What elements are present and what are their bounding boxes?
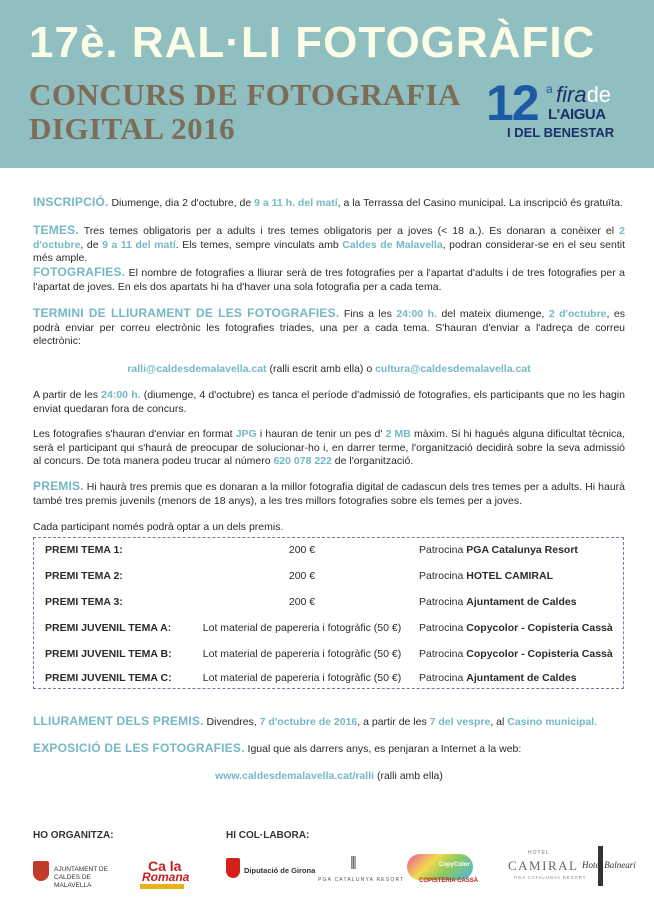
fotografies-label: FOTOGRAFIES. — [33, 265, 126, 279]
prize-name: PREMI JUVENIL TEMA A: — [45, 622, 172, 634]
fira-sup: a — [546, 82, 553, 96]
page-subtitle — [29, 78, 461, 146]
camiral-logo: HOTEL CAMIRAL PGA CATALUNYA RESORT — [508, 850, 587, 880]
prize-row — [45, 622, 615, 636]
ajuntament-shield-icon — [33, 861, 49, 881]
inscripcio-paragraph: INSCRIPCIÓ. Diumenge, dia 2 d'octubre, de 9 a 11 h. del matí, a la Terrassa del Casino municipal. La inscripció és gratuïta. — [33, 195, 623, 209]
prize-sponsor: Patrocina Copycolor - Copisteria Cassà — [419, 622, 613, 634]
cada-participant-note: Cada participant només podrà optar a un dels premis. — [33, 521, 284, 533]
prize-sponsor: Patrocina HOTEL CAMIRAL — [419, 570, 553, 582]
termini-label: TERMINI DE LLIURAMENT DE LES FOTOGRAFIES. — [33, 306, 340, 320]
prizes-table — [33, 537, 624, 689]
subtitle-line-2: DIGITAL 2016 — [29, 111, 236, 146]
fira-benestar: I DEL BENESTAR — [507, 125, 615, 140]
ca-la-romana-logo: Ca la Romana — [140, 856, 188, 890]
premis-paragraph: PREMIS. Hi haurà tres premis que es donaran a la millor fotografia digital de cadascun dels tres temes per a adults. Hi haurà també tres premis juvenils (menors de 18 anys), a les tres millors fotografies sobre els temes per a joves. — [33, 479, 625, 507]
email-ralli-link[interactable]: ralli@caldesdemalavella.cat — [127, 363, 267, 375]
web-link[interactable]: www.caldesdemalavella.cat/ralli — [215, 770, 375, 782]
copycolor-logo: CopyColor COPISTERIA CASSÀ — [405, 852, 501, 888]
premis-label: PREMIS. — [33, 479, 84, 493]
prize-row — [45, 570, 615, 584]
ajuntament-logo: AJUNTAMENT DE CALDES DE MALAVELLA — [33, 858, 123, 888]
email-cultura-link[interactable]: cultura@caldesdemalavella.cat — [375, 363, 531, 375]
format-paragraph: Les fotografies s'hauran d'enviar en format JPG i hauran de tenir un pes d' 2 MB màxim. Si hi hagués alguna dificultat tècnica, serà el participant qui s'haurà de preocupar de solucionar-ho i, en darrer terme, l'organització decidirà sobre la seva admissió al concurs. De tota manera podeu trucar al número 620 078 222 de l'organització. — [33, 428, 625, 467]
diputacio-shield-icon — [226, 858, 240, 878]
subtitle-line-1: CONCURS DE FOTOGRAFIA — [29, 77, 461, 112]
pga-mark-icon: ||| — [350, 853, 355, 869]
temes-paragraph: TEMES. Tres temes obligatoris per a adults i tres temes obligatoris per a joves (< 18 a.). Es donaran a conèixer el 2 d'octubre, de 9 a 11 del matí. Els temes, sempre vinculats amb Caldes de Malavella, podran considerar-se en el seu sentit més ample. — [33, 223, 626, 264]
organitza-label: HO ORGANITZA: — [33, 830, 114, 841]
fira-number: 12 — [486, 75, 538, 131]
prize-name: PREMI JUVENIL TEMA C: — [45, 672, 172, 684]
prize-row — [45, 672, 615, 686]
prize-row — [45, 648, 615, 662]
prize-value: 200 € — [288, 570, 316, 582]
fira-aigua-logo — [486, 75, 636, 142]
prize-name: PREMI TEMA 3: — [45, 596, 123, 608]
web-line: www.caldesdemalavella.cat/ralli (ralli amb ella) — [215, 770, 443, 782]
prize-sponsor: Patrocina PGA Catalunya Resort — [419, 544, 578, 556]
prize-value: Lot material de papereria i fotogràfic (50 €) — [202, 622, 402, 634]
prize-value: Lot material de papereria i fotogràfic (50 €) — [202, 648, 402, 660]
exposicio-label: EXPOSICIÓ DE LES FOTOGRAFIES. — [33, 741, 245, 755]
admissio-paragraph: A partir de les 24:00 h. (diumenge, 4 d'octubre) es tanca el període d'admissió de fotografies, els participants que no les hagin enviat quedaran fora de concurs. — [33, 389, 625, 415]
prize-row — [45, 544, 615, 558]
pga-logo: ||| PGA CATALUNYA RESORT — [318, 853, 405, 883]
prize-sponsor: Patrocina Copycolor - Copisteria Cassà — [419, 648, 613, 660]
emails-line: ralli@caldesdemalavella.cat (ralli escrit amb ella) o cultura@caldesdemalavella.cat — [127, 363, 531, 375]
fira-word: firade — [556, 82, 612, 107]
lliurament-label: LLIURAMENT DELS PREMIS. — [33, 714, 204, 728]
page-title: 17è. RAL·LI FOTOGRÀFIC — [29, 18, 596, 67]
termini-paragraph: TERMINI DE LLIURAMENT DE LES FOTOGRAFIES. Fins a les 24:00 h. del mateix diumenge, 2 d'octubre, es podrà enviar per correu electrònic les fotografies triades, una per a cada tema. S'hauran d'enviar a l'adreça de correu electrònic: — [33, 306, 625, 347]
fira-aigua: L'AIGUA — [548, 106, 606, 123]
collabora-label: HI COL·LABORA: — [226, 830, 310, 841]
prize-name: PREMI TEMA 2: — [45, 570, 123, 582]
balneari-logo: Hotel Balneari — [578, 846, 642, 886]
inscripcio-label: INSCRIPCIÓ. — [33, 195, 109, 209]
fotografies-paragraph: FOTOGRAFIES. El nombre de fotografies a lliurar serà de tres fotografies per a l'apartat d'adults i de tres fotografies per a l'apartat de joves. En els dos apartats hi ha d'haver una sola fotografia per a cada tema. — [33, 265, 625, 293]
prize-value: 200 € — [288, 544, 316, 556]
prize-value: Lot material de papereria i fotogràfic (50 €) — [202, 672, 402, 684]
prize-sponsor: Patrocina Ajuntament de Caldes — [419, 596, 577, 608]
lliurament-paragraph: LLIURAMENT DELS PREMIS. Divendres, 7 d'octubre de 2016, a partir de les 7 del vespre, al Casino municipal. — [33, 714, 598, 728]
temes-label: TEMES. — [33, 223, 79, 237]
diputacio-logo: Diputació de Girona — [226, 856, 316, 886]
prize-sponsor: Patrocina Ajuntament de Caldes — [419, 672, 577, 684]
header-banner — [0, 0, 654, 168]
prize-name: PREMI JUVENIL TEMA B: — [45, 648, 172, 660]
prize-name: PREMI TEMA 1: — [45, 544, 123, 556]
prize-row — [45, 596, 615, 610]
exposicio-paragraph: EXPOSICIÓ DE LES FOTOGRAFIES. Igual que als darrers anys, es penjaran a Internet a la web: — [33, 741, 522, 755]
prize-value: 200 € — [288, 596, 316, 608]
